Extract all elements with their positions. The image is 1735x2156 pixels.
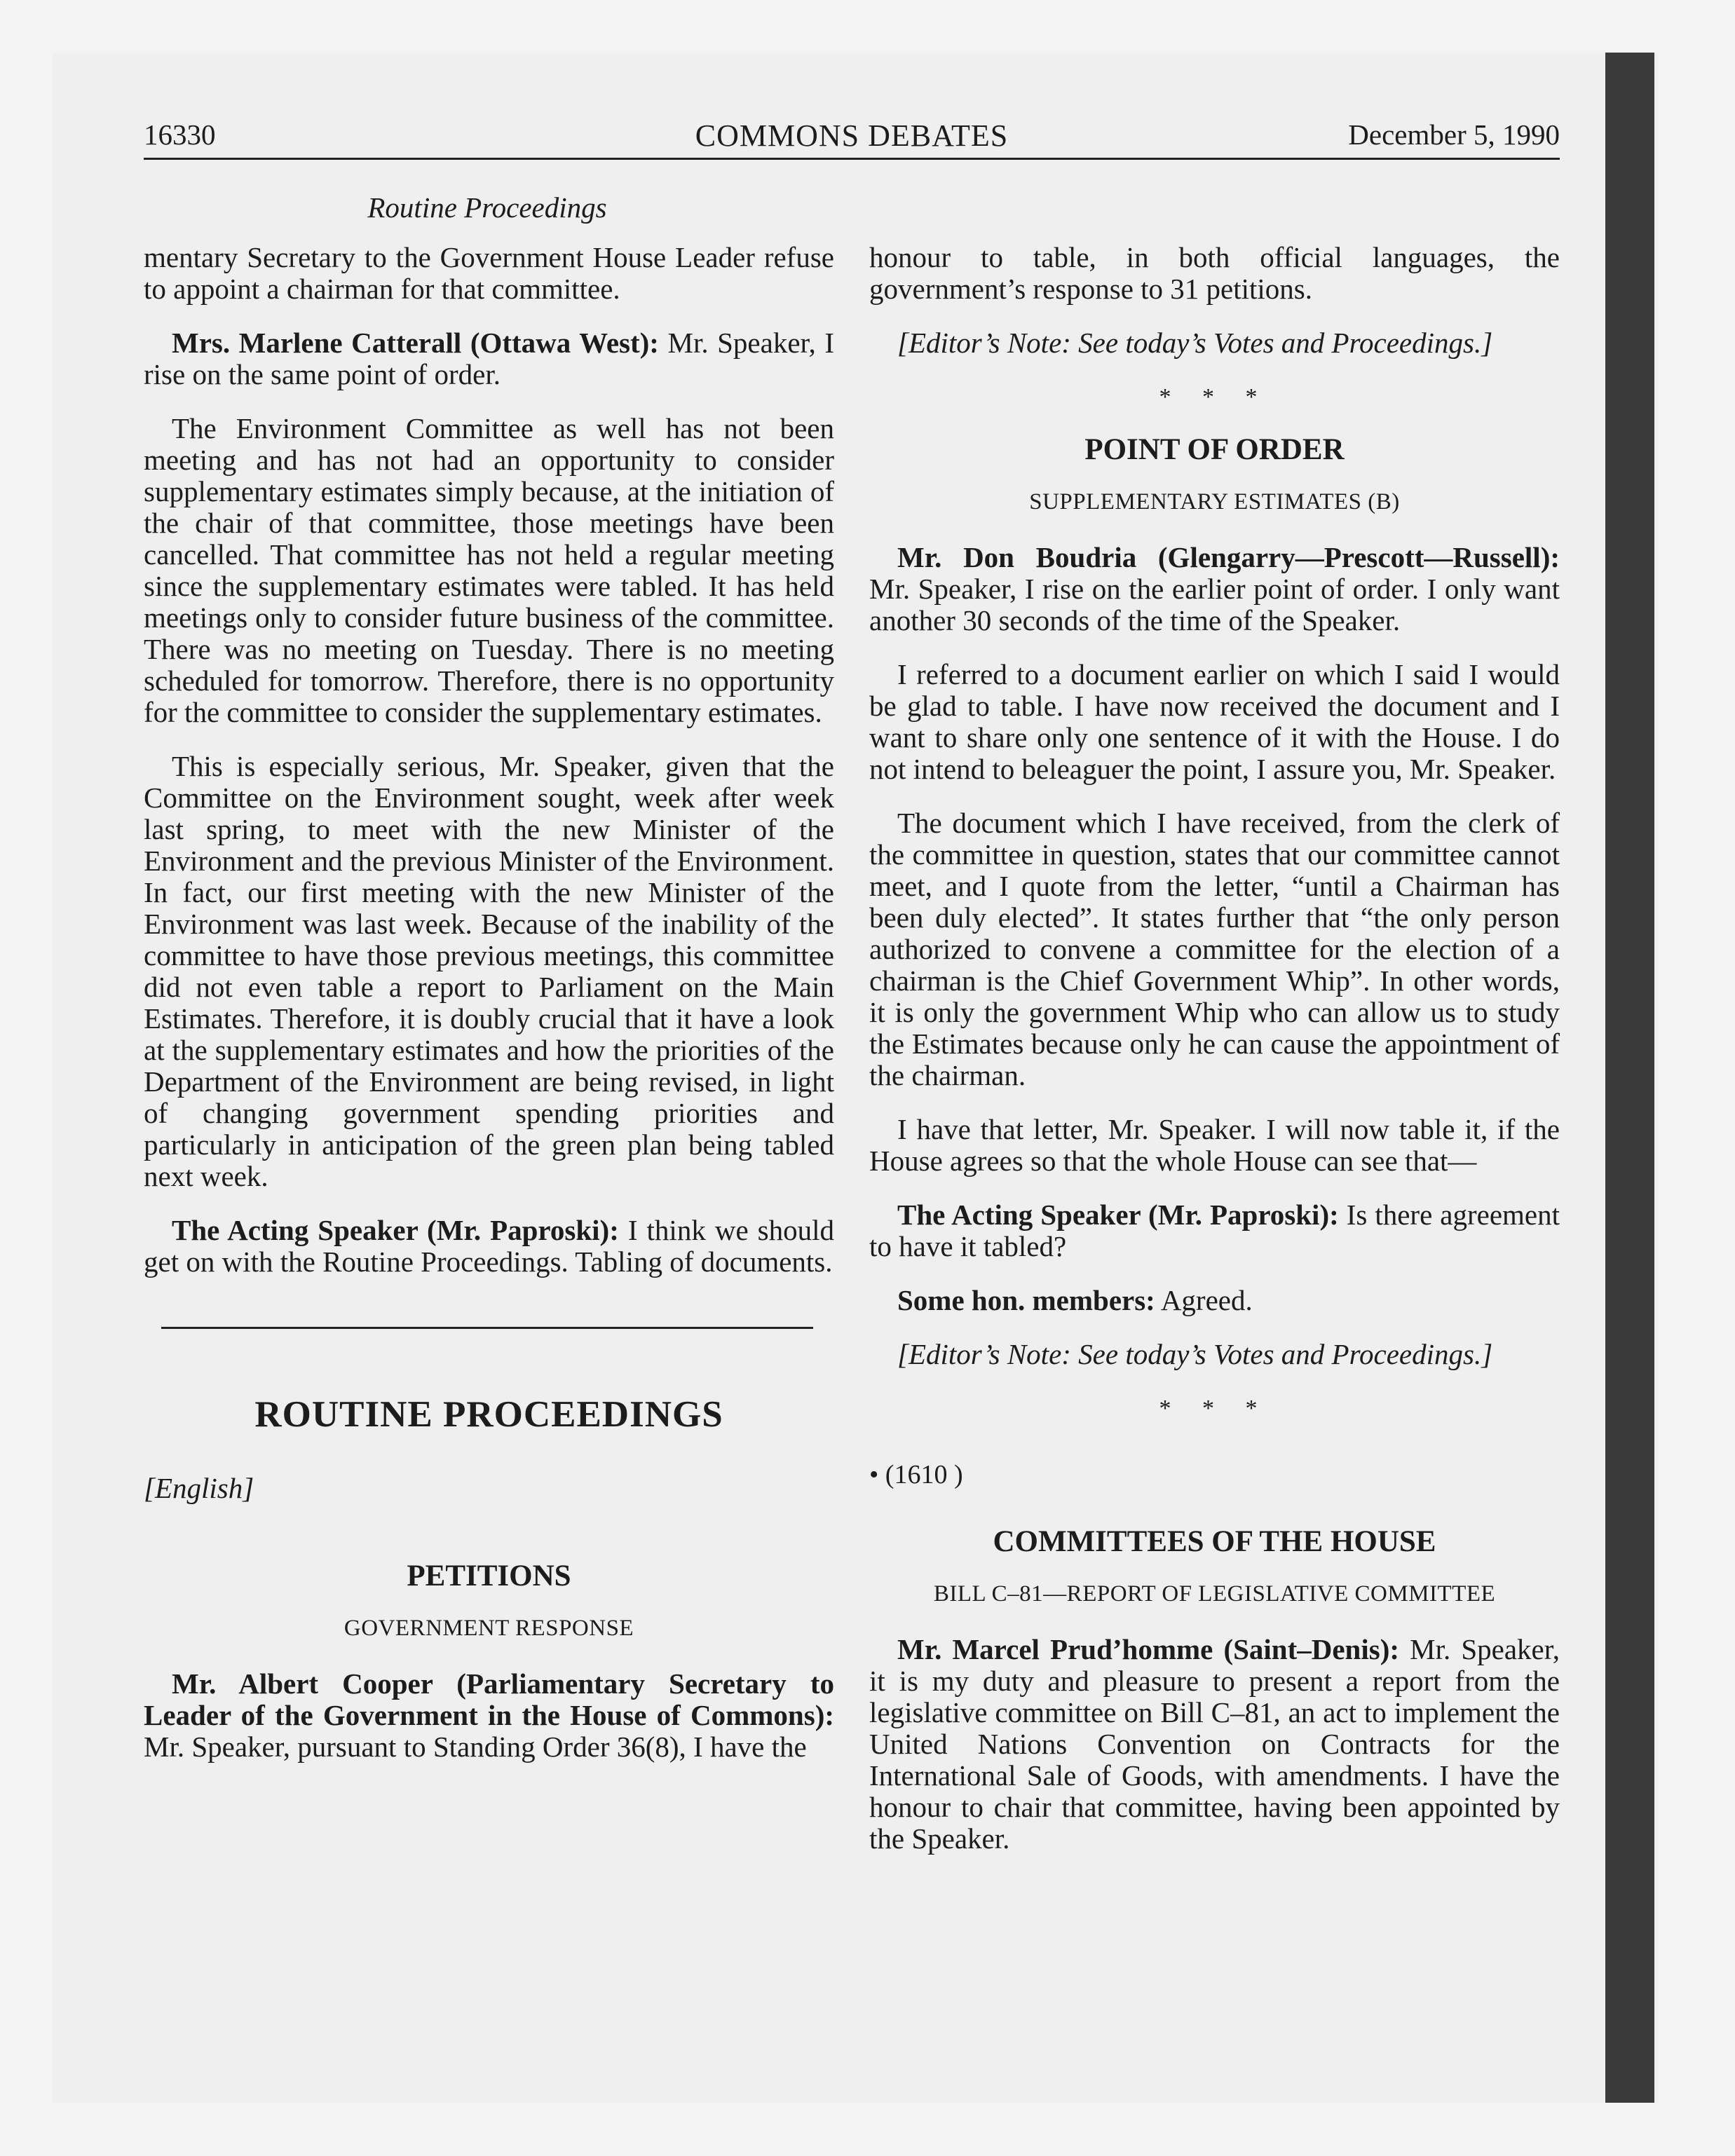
scan-edge-bar (1605, 53, 1654, 2103)
page-date: December 5, 1990 (1348, 118, 1560, 151)
section-divider (161, 1327, 813, 1329)
speaker-name: The Acting Speaker (Mr. Paproski): (897, 1199, 1339, 1231)
subsection-subtitle: SUPPLEMENTARY ESTIMATES (B) (1029, 489, 1400, 514)
speech-text: Mr. Speaker, I rise on the same point of order. (144, 327, 834, 390)
subsection-subtitle: GOVERNMENT RESPONSE (343, 1616, 634, 1641)
paragraph: The Environment Committee as well has not been meeting and has not had an opportunity to consider supplementary estimates simply because, at the initiation of the chair of that committee, those meetings have been cancelled. That committee has not held a regular meeting since the supplementary estimates were tabled. It has held meetings only to consider future business of the committee. There was no meeting on Tuesday. There is no meeting scheduled for tomorrow. Therefore, there is no opportunity for the committee to consider the supplementary estimates. (144, 412, 834, 728)
right-column (869, 242, 1560, 1877)
speech-text: Agreed. (1155, 1284, 1253, 1316)
header-rule (144, 158, 1560, 160)
paragraph: I have that letter, Mr. Speaker. I will now table it, if the House agrees so that the whole House can see that— (869, 1113, 1560, 1177)
running-head: Routine Proceedings (367, 191, 607, 224)
subsection-title: COMMITTEES OF THE HOUSE (993, 1525, 1436, 1558)
subsection-title: POINT OF ORDER (1084, 433, 1345, 466)
paragraph (869, 1285, 1560, 1316)
speech-text: I think we should get on with the Routine Proceedings. Tabling of documents. (144, 1214, 835, 1278)
paragraph: The document which I have received, from the clerk of the committee in question, states that our committee cannot meet, and I quote from the letter, “until a Chairman has been duly elected”. It states further that “the only person authorized to convene a committee for the election of a chairman is the Chief Government Whip”. In other words, it is only the government Whip who can allow us to study the Estimates because only he can cause the appointment of the chairman. (869, 807, 1560, 1091)
subsection-title: PETITIONS (407, 1560, 571, 1592)
section-stars: * * * (1159, 384, 1270, 410)
speech-text: Mr. Speaker, it is my duty and pleasure to present a report from the legislative committee on Bill C–81, an act to implement the United Nations Convention on Contracts for the International Sale of Goods, with amendments. I have the honour to chair that committee, having been appointed by the Speaker. (869, 1633, 1560, 1855)
speaker-name: Mr. Don Boudria (Glengarry—Prescott—Russell): (897, 541, 1560, 573)
paragraph (144, 1215, 834, 1278)
editors-note: [Editor’s Note: See today’s Votes and Proceedings.] (897, 1338, 1493, 1370)
speaker-name: Mrs. Marlene Catterall (Ottawa West): (172, 327, 659, 359)
paragraph: This is especially serious, Mr. Speaker, given that the Committee on the Environment sought, week after week last spring, to meet with the new Minister of the Environment and the previous Minister of the Environment. In fact, our first meeting with the new Minister of the Environment was last week. Because of the inability of the committee to have those previous meetings, this committee did not even table a report to Parliament on the Main Estimates. Therefore, it is doubly crucial that it have a look at the supplementary estimates and how the priorities of the Department of the Environment are being revised, in light of changing government spending priorities and particularly in anticipation of the green plan being tabled next week. (144, 750, 834, 1192)
speaker-name: Mr. Albert Cooper (Parliamentary Secretary to Leader of the Government in the House of Commons): (144, 1667, 834, 1731)
left-column (144, 242, 834, 1785)
paragraph (144, 327, 834, 390)
subsection-subtitle: BILL C–81—REPORT OF LEGISLATIVE COMMITTEE (933, 1581, 1496, 1606)
speech-text: Mr. Speaker, pursuant to Standing Order 36(8), I have the (144, 1731, 807, 1763)
language-marker: [English] (144, 1472, 254, 1504)
paragraph (869, 1634, 1560, 1855)
section-stars: * * * (1159, 1396, 1270, 1421)
page-number: 16330 (144, 118, 216, 151)
publication-title: COMMONS DEBATES (695, 118, 1009, 153)
section-title: ROUTINE PROCEEDINGS (254, 1394, 723, 1435)
speaker-name: Mr. Marcel Prud’homme (Saint–Denis): (897, 1633, 1400, 1665)
paragraph (869, 542, 1560, 636)
paragraph: mentary Secretary to the Government House Leader refuse to appoint a chairman for that committee. (144, 241, 834, 305)
paragraph: honour to table, in both official languages, the government’s response to 31 petitions. (869, 241, 1560, 305)
paragraph (144, 1668, 834, 1763)
speech-text: Mr. Speaker, I rise on the earlier point of order. I only want another 30 seconds of the time of the Speaker. (869, 573, 1560, 636)
page-header (144, 118, 1560, 160)
speech-text: Is there agreement to have it tabled? (869, 1199, 1560, 1262)
paragraph (869, 1199, 1560, 1262)
timestamp: • (1610 ) (869, 1460, 963, 1489)
speaker-name: Some hon. members: (897, 1284, 1155, 1316)
speaker-name: The Acting Speaker (Mr. Paproski): (172, 1214, 619, 1246)
paragraph: I referred to a document earlier on which I said I would be glad to table. I have now received the document and I want to share only one sentence of it with the House. I do not intend to beleaguer the point, I assure you, Mr. Speaker. (869, 658, 1560, 785)
editors-note: [Editor’s Note: See today’s Votes and Proceedings.] (897, 327, 1493, 359)
